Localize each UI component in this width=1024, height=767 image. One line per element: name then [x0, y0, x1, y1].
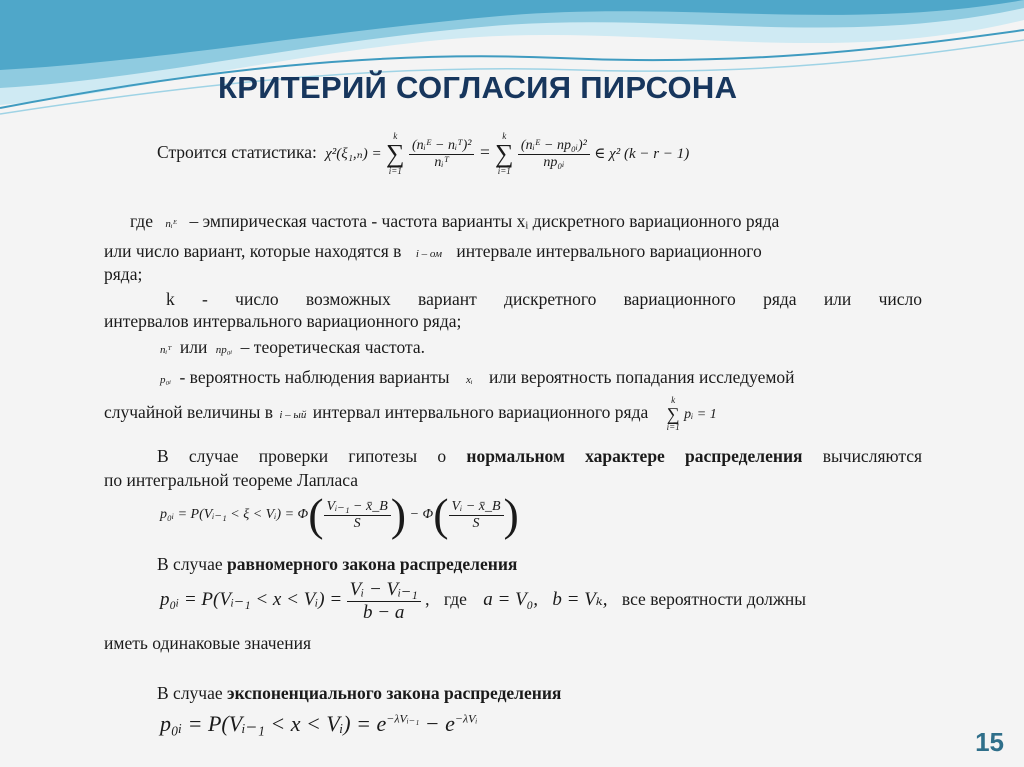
page-number: 15	[975, 727, 1004, 757]
k-definition-line2: интервалов интервального вариационного ряда;	[104, 311, 462, 331]
sum-symbol-1: k ∑ i=1	[386, 131, 405, 176]
uniform-formula: p₀ᵢ = P(Vᵢ₋₁ < x < Vᵢ) = $\frac{\text{Vᵢ − Vᵢ₋₁}}{b - a}$ , где a = V₀, b = Vₖ, все вероятности должны	[160, 579, 807, 623]
header-waves	[0, 0, 1024, 130]
exponential-distribution-heading: В случае экспоненциального закона распределения	[157, 683, 562, 703]
k-definition-line1: k - число возможных вариант дискретного вариационного ряда или число	[166, 289, 922, 309]
probability-line2: случайной величины в i – ый интервал интервального вариационного ряда k ∑ i=1 pᵢ = 1	[104, 395, 717, 432]
uniform-distribution-heading: В случае равномерного закона распределения	[157, 554, 518, 574]
exponential-formula: p₀ᵢ = P(Vᵢ₋₁ < x < Vᵢ) = $e^{-\lambda Vᵢ_{-1}} - e^{-\lambda Vᵢ}$	[160, 711, 478, 736]
chi-lhs: χ²(ξ₁,ₙ) =	[325, 146, 382, 163]
theoretical-frequency: nᵢᵀ или np₀ᵢ – теоретическая частота.	[160, 337, 425, 357]
uniform-line2: иметь одинаковые значения	[104, 633, 312, 653]
normal-distribution-line1: В случае проверки гипотезы о нормальном характере распределения вычисляются	[157, 446, 923, 466]
probability-line1: p₀ᵢ - вероятность наблюдения варианты xᵢ или вероятность попадания исследуемой	[160, 367, 795, 387]
normal-distribution-line2: по интегральной теореме Лапласа	[104, 470, 358, 490]
sum-symbol-2: k ∑ i=1	[495, 131, 514, 176]
page-title: КРИТЕРИЙ СОГЛАСИЯ ПИРСОНА	[218, 70, 738, 105]
laplace-formula: p₀ᵢ = P(Vᵢ₋₁ < ξ < Vᵢ) = Φ( $\frac{\text{Vᵢ₋₁ − x̄\_B}}{S}$ ) − Φ( $\frac{\text{Vᵢ − x̄\_B}}{S}$ )	[160, 489, 519, 540]
sum-symbol-3: k ∑ i=1	[666, 395, 680, 432]
fraction-1: $\frac{\text{(nᵢᴱ − nᵢᵀ)²}}{\text{nᵢᵀ}}$	[409, 138, 475, 171]
empirical-frequency-line2: или число вариант, которые находятся в i – ом интервале интервального вариационного	[104, 241, 762, 261]
empirical-frequency-line1: где nᵢᴱ – эмпирическая частота - частота варианты xᵢ дискретного вариационного ряда	[130, 211, 780, 231]
chi-tail: ∈ χ² (k − r − 1)	[594, 146, 690, 163]
fraction-2: $\frac{\text{(nᵢᴱ − np₀ᵢ)²}}{\text{np₀ᵢ}}$	[518, 138, 590, 171]
statistic-label: Строится статистика:	[157, 142, 317, 163]
empirical-frequency-line3: ряда;	[104, 264, 143, 284]
statistic-formula: Строится статистика: χ²(ξ₁,ₙ) = k ∑ i=1 $\frac{\text{(nᵢᴱ − nᵢᵀ)²}}{\text{nᵢᵀ}}$ = k ∑ i=1 $\frac{\text{(nᵢᴱ − np₀ᵢ)²}}{\text{np₀ᵢ}}$ ∈ χ² (k − r − 1)	[157, 131, 690, 176]
